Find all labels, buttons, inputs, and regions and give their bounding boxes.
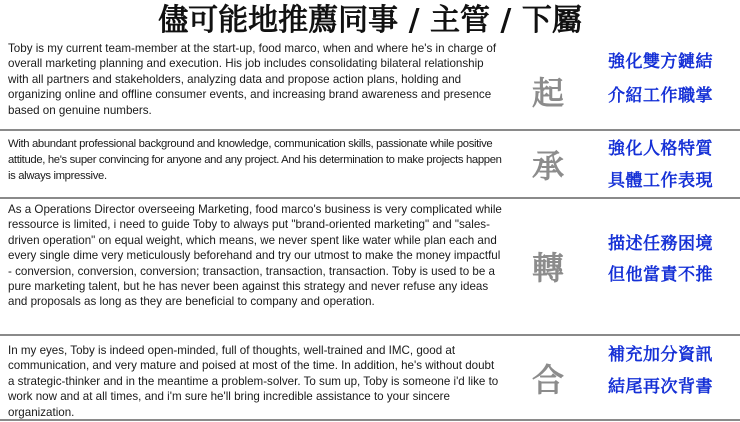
section-divider [0, 129, 740, 131]
stage-label-cheng: 承 [531, 147, 564, 185]
note-line: 介紹工作職掌 [608, 86, 713, 106]
stage-label-qi: 起 [531, 74, 564, 112]
stage-label-zhuan: 轉 [531, 249, 564, 287]
page-title: 儘可能地推薦同事 / 主管 / 下屬 [158, 3, 582, 38]
stage-label-he: 合 [531, 361, 564, 399]
note-line: 但他當責不推 [608, 265, 713, 285]
paragraph-intro: Toby is my current team-member at the start-up, food marco, when and where he's in charge of overall marketing planning and execution. His job includes consolidating bilateral relationship with all partners and stakeholders, analyzing data and propose action plans, holding and organizing online and offline consumer events, and increasing brand awareness and presence based on genuine numbers. [8, 42, 497, 117]
note-line: 補充加分資訊 [608, 345, 713, 365]
paragraph-turn: As a Operations Director overseeing Marketing, food marco's business is very complicated while ressource is limited, i need to guide Toby to always put "brand-oriented marketing" and "sales-driven operation" on equal weight, which means, we never spent like water while plan each and every single dime very meticulously beforehand and try our utmost to make the money impactful - conversion, conversion, conversion; transaction, transaction, transaction. Toby is used to be a pure marketing talent, but he has never been against this strategy and never refuse any ideas and proposals as long as they are beneficial to company and operation. [8, 203, 502, 309]
section-divider [0, 419, 740, 421]
note-line: 結尾再次背書 [608, 377, 713, 397]
note-line: 強化人格特質 [608, 139, 713, 159]
paragraph-conclusion: In my eyes, Toby is indeed open-minded, full of thoughts, well-trained and IMC, good at communication, and very mature and poised at most of the time. In addition, he's without doubt a strategic-thinker and in the meantime a problem-solver. To sum up, Toby is someone i'd like to work now and at all times, and i'm sure he'll bring incredible assistance to your sincere organization. [8, 344, 499, 419]
section-divider [0, 197, 740, 199]
note-line: 強化雙方鏈結 [608, 52, 713, 72]
note-line: 描述任務困境 [608, 234, 713, 254]
section-divider [0, 334, 740, 336]
paragraph-development: With abundant professional background and knowledge, communication skills, passionate while positive attitude, he's super convincing for anyone and any project. And his determination to make projects happen is always impressive. [8, 138, 502, 182]
note-line: 具體工作表現 [608, 171, 713, 191]
